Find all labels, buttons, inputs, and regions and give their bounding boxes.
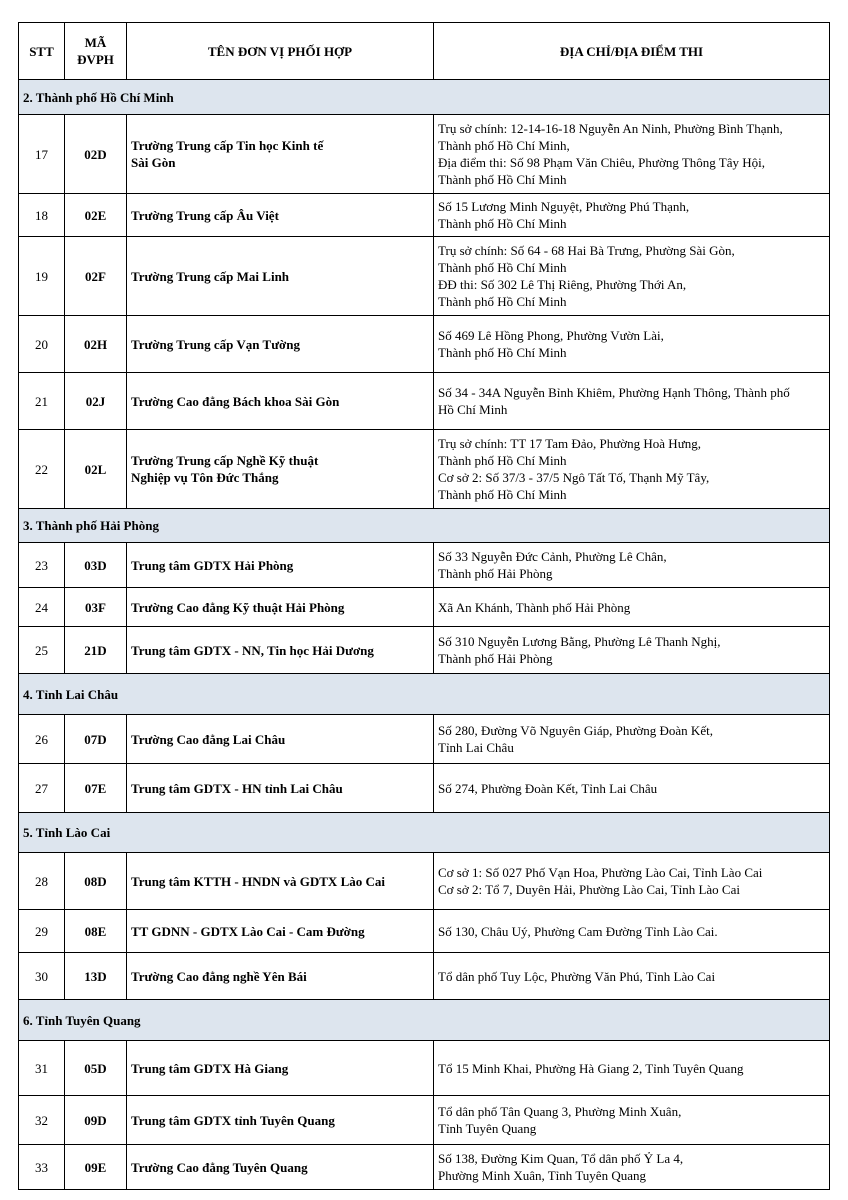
cell-address [434, 910, 830, 953]
cell-name [127, 430, 434, 509]
cell-address [434, 115, 830, 194]
name-line: Trung tâm GDTX tỉnh Tuyên Quang [131, 1112, 335, 1128]
name-line: Trung tâm GDTX - HN tỉnh Lai Châu [131, 780, 343, 796]
address-line: Trụ sở chính: TT 17 Tam Đảo, Phường Hoà Hưng, [438, 436, 701, 451]
cell-code: 13D [65, 953, 127, 1000]
cell-stt: 28 [19, 853, 65, 910]
address-line: Số 138, Đường Kim Quan, Tổ dân phố Ỷ La 4, [438, 1151, 684, 1166]
table-row [19, 853, 830, 910]
cell-address [434, 627, 830, 674]
section-row [19, 813, 830, 853]
table-row [19, 1096, 830, 1145]
cell-stt: 26 [19, 715, 65, 764]
cell-name [127, 1096, 434, 1145]
cell-name [127, 115, 434, 194]
address-line: Số 280, Đường Võ Nguyên Giáp, Phường Đoàn Kết, [438, 723, 713, 738]
cell-code: 09E [65, 1145, 127, 1190]
cell-code: 07E [65, 764, 127, 813]
address-line: Địa điểm thi: Số 98 Phạm Văn Chiêu, Phường Thông Tây Hội, [438, 155, 765, 170]
address-line: Tổ dân phố Tuy Lộc, Phường Văn Phú, Tỉnh Lào Cai [438, 968, 716, 984]
cell-stt: 33 [19, 1145, 65, 1190]
address-line: Số 310 Nguyễn Lương Bằng, Phường Lê Thanh Nghị, [438, 634, 721, 649]
table-row [19, 1145, 830, 1190]
header-name: TÊN ĐƠN VỊ PHỐI HỢP [127, 23, 434, 80]
cell-name [127, 543, 434, 588]
name-line: Trường Trung cấp Tin học Kinh tế [131, 138, 324, 153]
cell-name [127, 910, 434, 953]
header-stt: STT [19, 23, 65, 80]
section-title: 5. Tỉnh Lào Cai [19, 813, 830, 853]
address-line: Tỉnh Lai Châu [438, 740, 514, 755]
cell-name [127, 373, 434, 430]
cell-code: 02D [65, 115, 127, 194]
cell-stt: 27 [19, 764, 65, 813]
table-row [19, 543, 830, 588]
cell-address [434, 953, 830, 1000]
cell-address [434, 194, 830, 237]
address-line: Thành phố Hồ Chí Minh, [438, 138, 570, 153]
cell-address [434, 853, 830, 910]
name-line: Trường Trung cấp Mai Linh [131, 268, 290, 284]
name-line: Trường Cao đẳng Lai Châu [131, 731, 286, 747]
name-line: Trung tâm GDTX - NN, Tin học Hải Dương [131, 642, 374, 658]
name-line: Trung tâm GDTX Hà Giang [131, 1060, 289, 1076]
section-title: 6. Tỉnh Tuyên Quang [19, 1000, 830, 1041]
table-row [19, 910, 830, 953]
header-code-part: MÃ [84, 35, 107, 50]
section-row [19, 674, 830, 715]
address-line: Hồ Chí Minh [438, 402, 508, 417]
cell-code: 02H [65, 316, 127, 373]
cell-stt: 19 [19, 237, 65, 316]
name-line: Trường Cao đẳng Bách khoa Sài Gòn [131, 393, 340, 409]
address-line: Cơ sở 2: Số 37/3 - 37/5 Ngô Tất Tố, Thạnh Mỹ Tây, [438, 470, 710, 485]
header-address: ĐỊA CHỈ/ĐỊA ĐIỂM THI [434, 23, 830, 80]
header-code-label [69, 34, 122, 68]
address-line: Số 34 - 34A Nguyễn Bỉnh Khiêm, Phường Hạnh Thông, Thành phố [438, 385, 790, 400]
cell-code: 05D [65, 1041, 127, 1096]
cell-address [434, 588, 830, 627]
name-line: Trung tâm GDTX Hải Phòng [131, 557, 294, 573]
table-row [19, 316, 830, 373]
address-line: Tổ 15 Minh Khai, Phường Hà Giang 2, Tỉnh Tuyên Quang [438, 1060, 744, 1076]
cell-code: 09D [65, 1096, 127, 1145]
table-row [19, 115, 830, 194]
cell-address [434, 764, 830, 813]
cell-address [434, 543, 830, 588]
cell-name [127, 316, 434, 373]
cell-code: 21D [65, 627, 127, 674]
address-line: Số 469 Lê Hồng Phong, Phường Vườn Lài, [438, 328, 664, 343]
exam-location-table [18, 22, 830, 1190]
table-row [19, 194, 830, 237]
cell-address [434, 715, 830, 764]
address-line: Số 274, Phường Đoàn Kết, Tỉnh Lai Châu [438, 780, 658, 796]
table-row [19, 430, 830, 509]
cell-address [434, 1041, 830, 1096]
address-line: Trụ sở chính: Số 64 - 68 Hai Bà Trưng, Phường Sài Gòn, [438, 243, 735, 258]
name-line: Sài Gòn [131, 155, 176, 170]
cell-address [434, 1145, 830, 1190]
address-line: Tỉnh Tuyên Quang [438, 1121, 537, 1136]
table-row [19, 1041, 830, 1096]
section-row [19, 509, 830, 543]
cell-name [127, 764, 434, 813]
cell-name [127, 1041, 434, 1096]
name-line: Trường Trung cấp Âu Việt [131, 207, 279, 223]
cell-stt: 25 [19, 627, 65, 674]
address-line: Số 130, Châu Uý, Phường Cam Đường Tỉnh Lào Cai. [438, 923, 718, 939]
table-row [19, 764, 830, 813]
cell-code: 03D [65, 543, 127, 588]
address-line: Tổ dân phố Tân Quang 3, Phường Minh Xuân, [438, 1104, 682, 1119]
cell-code: 02J [65, 373, 127, 430]
name-line: Trung tâm KTTH - HNDN và GDTX Lào Cai [131, 873, 385, 889]
table-row [19, 237, 830, 316]
address-line: ĐĐ thi: Số 302 Lê Thị Riêng, Phường Thới An, [438, 277, 687, 292]
cell-stt: 29 [19, 910, 65, 953]
cell-stt: 18 [19, 194, 65, 237]
address-line: Thành phố Hồ Chí Minh [438, 172, 567, 187]
address-line: Số 15 Lương Minh Nguyệt, Phường Phú Thạnh, [438, 199, 690, 214]
section-title: 3. Thành phố Hải Phòng [19, 509, 830, 543]
table-row [19, 953, 830, 1000]
header-code [65, 23, 127, 80]
cell-name [127, 1145, 434, 1190]
section-title: 4. Tỉnh Lai Châu [19, 674, 830, 715]
cell-code: 02F [65, 237, 127, 316]
cell-stt: 31 [19, 1041, 65, 1096]
cell-address [434, 1096, 830, 1145]
cell-stt: 32 [19, 1096, 65, 1145]
name-line: TT GDNN - GDTX Lào Cai - Cam Đường [131, 923, 365, 939]
name-line: Trường Cao đẳng Tuyên Quang [131, 1159, 308, 1175]
header-row [19, 23, 830, 80]
cell-name [127, 853, 434, 910]
cell-stt: 30 [19, 953, 65, 1000]
address-line: Thành phố Hồ Chí Minh [438, 345, 567, 360]
address-line: Thành phố Hải Phòng [438, 566, 553, 581]
header-code-part: ĐVPH [77, 52, 114, 67]
table-body [19, 80, 830, 1190]
address-line: Thành phố Hồ Chí Minh [438, 453, 567, 468]
cell-address [434, 316, 830, 373]
cell-code: 03F [65, 588, 127, 627]
cell-code: 02E [65, 194, 127, 237]
section-title: 2. Thành phố Hồ Chí Minh [19, 80, 830, 115]
cell-address [434, 237, 830, 316]
cell-stt: 20 [19, 316, 65, 373]
cell-name [127, 237, 434, 316]
cell-name [127, 627, 434, 674]
address-line: Thành phố Hồ Chí Minh [438, 487, 567, 502]
address-line: Xã An Khánh, Thành phố Hải Phòng [438, 599, 631, 615]
cell-name [127, 194, 434, 237]
address-line: Cơ sở 2: Tổ 7, Duyên Hải, Phường Lào Cai, Tỉnh Lào Cai [438, 882, 740, 897]
address-line: Phường Minh Xuân, Tỉnh Tuyên Quang [438, 1168, 646, 1183]
name-line: Trường Trung cấp Nghề Kỹ thuật [131, 453, 319, 468]
table-row [19, 373, 830, 430]
name-line: Trường Cao đẳng nghề Yên Bái [131, 968, 307, 984]
cell-stt: 24 [19, 588, 65, 627]
address-line: Trụ sở chính: 12-14-16-18 Nguyễn An Ninh, Phường Bình Thạnh, [438, 121, 783, 136]
table-row [19, 715, 830, 764]
address-line: Cơ sở 1: Số 027 Phố Vạn Hoa, Phường Lào Cai, Tỉnh Lào Cai [438, 865, 763, 880]
cell-stt: 21 [19, 373, 65, 430]
cell-stt: 22 [19, 430, 65, 509]
cell-address [434, 373, 830, 430]
cell-code: 08E [65, 910, 127, 953]
name-line: Nghiệp vụ Tôn Đức Thắng [131, 470, 279, 485]
address-line: Thành phố Hải Phòng [438, 651, 553, 666]
cell-code: 07D [65, 715, 127, 764]
cell-address [434, 430, 830, 509]
cell-name [127, 953, 434, 1000]
address-line: Thành phố Hồ Chí Minh [438, 260, 567, 275]
address-line: Số 33 Nguyễn Đức Cảnh, Phường Lê Chân, [438, 549, 667, 564]
cell-stt: 17 [19, 115, 65, 194]
cell-code: 08D [65, 853, 127, 910]
section-row [19, 80, 830, 115]
cell-name [127, 715, 434, 764]
cell-name [127, 588, 434, 627]
table-row [19, 627, 830, 674]
address-line: Thành phố Hồ Chí Minh [438, 216, 567, 231]
name-line: Trường Cao đẳng Kỹ thuật Hải Phòng [131, 599, 345, 615]
section-row [19, 1000, 830, 1041]
address-line: Thành phố Hồ Chí Minh [438, 294, 567, 309]
cell-code: 02L [65, 430, 127, 509]
table-row [19, 588, 830, 627]
name-line: Trường Trung cấp Vạn Tường [131, 336, 300, 352]
cell-stt: 23 [19, 543, 65, 588]
